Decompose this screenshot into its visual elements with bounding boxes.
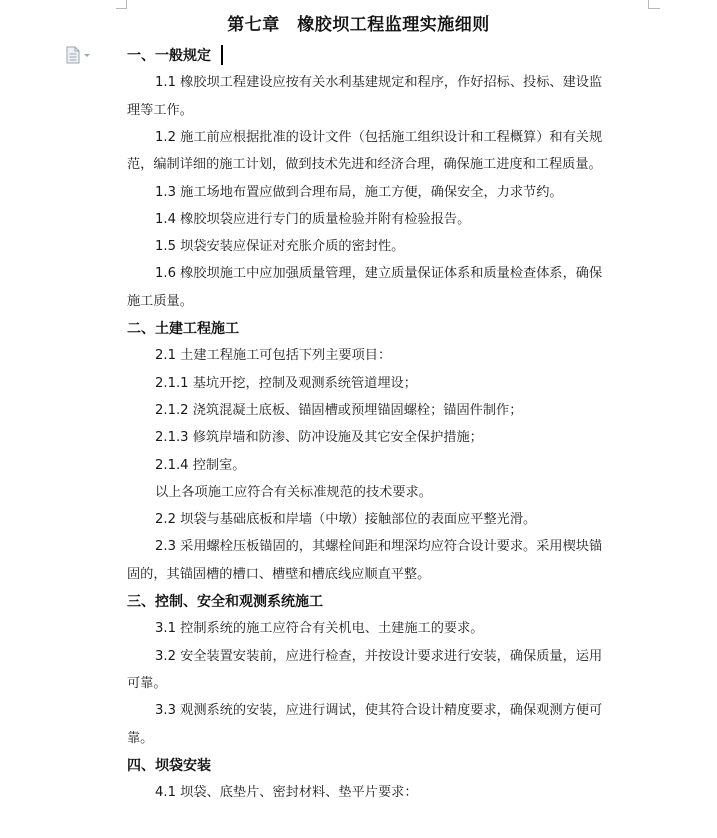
paragraph-line: 2.1.3 修筑岸墙和防渗、防冲设施及其它安全保护措施； [155,430,483,446]
paragraph-line: 2.1.1 基坑开挖，控制及观测系统管道埋设； [155,375,417,391]
paragraph-continuation: 固的，其锚固槽的槽口、槽壁和槽底线应顺直平整。 [127,566,431,582]
paragraph-line: 3.2 安全装置安装前，应进行检查，并按设计要求进行安装，确保质量，运用 [155,648,603,664]
paragraph-line: 1.2 施工前应根据批准的设计文件（包括施工组织设计和工程概算）和有关规 [155,129,603,145]
crop-mark-top-right-v [648,0,649,8]
paragraph-continuation: 施工质量。 [127,293,193,309]
section-heading: 三、控制、安全和观测系统施工 [127,594,323,610]
chapter-title: 第七章 橡胶坝工程监理实施细则 [227,15,490,35]
paragraph-continuation: 可靠。 [127,675,167,691]
paragraph-line: 以上各项施工应符合有关标准规范的技术要求。 [155,484,432,500]
paragraph-continuation: 靠。 [127,730,154,746]
section-heading: 二、土建工程施工 [127,321,239,337]
text-cursor [221,45,223,65]
paragraph-line: 2.3 采用螺栓压板锚固的，其螺栓间距和埋深均应符合设计要求。采用楔块锚 [155,539,603,555]
crop-mark-top-left-v [126,0,127,8]
paragraph-continuation: 范，编制详细的施工计划，做到技术先进和经济合理，确保施工进度和工程质量。 [127,157,602,173]
crop-mark-top-left-h [116,8,127,9]
document-options-icon[interactable] [64,44,94,66]
paragraph-line: 3.1 控制系统的施工应符合有关机电、土建施工的要求。 [155,621,484,637]
paragraph-line: 4.1 坝袋、底垫片、密封材料、垫平片要求： [155,785,418,801]
paragraph-line: 1.4 橡胶坝袋应进行专门的质量检验并附有检验报告。 [155,211,471,227]
paragraph-line: 1.6 橡胶坝施工中应加强质量管理，建立质量保证体系和质量检查体系，确保 [155,266,603,282]
paragraph-line: 2.1 土建工程施工可包括下列主要项目： [155,348,392,364]
paragraph-line: 1.1 橡胶坝工程建设应按有关水利基建规定和程序，作好招标、投标、建设监 [155,75,603,91]
paragraph-line: 3.3 观测系统的安装，应进行调试，使其符合设计精度要求，确保观测方便可 [155,703,603,719]
paragraph-line: 2.2 坝袋与基础底板和岸墙（中墩）接触部位的表面应平整光滑。 [155,512,537,528]
crop-mark-top-right-h [648,8,660,9]
paragraph-line: 2.1.4 控制室。 [155,457,246,473]
paragraph-continuation: 理等工作。 [127,102,193,118]
paragraph-line: 1.5 坝袋安装应保证对充胀介质的密封性。 [155,239,405,255]
paragraph-line: 1.3 施工场地布置应做到合理布局，施工方便，确保安全，力求节约。 [155,184,563,200]
section-heading: 四、坝袋安装 [127,757,211,774]
paragraph-line: 2.1.2 浇筑混凝土底板、锚固槽或预埋锚固螺栓；锚固件制作； [155,402,523,418]
section-heading: 一、一般规定 [127,48,211,64]
